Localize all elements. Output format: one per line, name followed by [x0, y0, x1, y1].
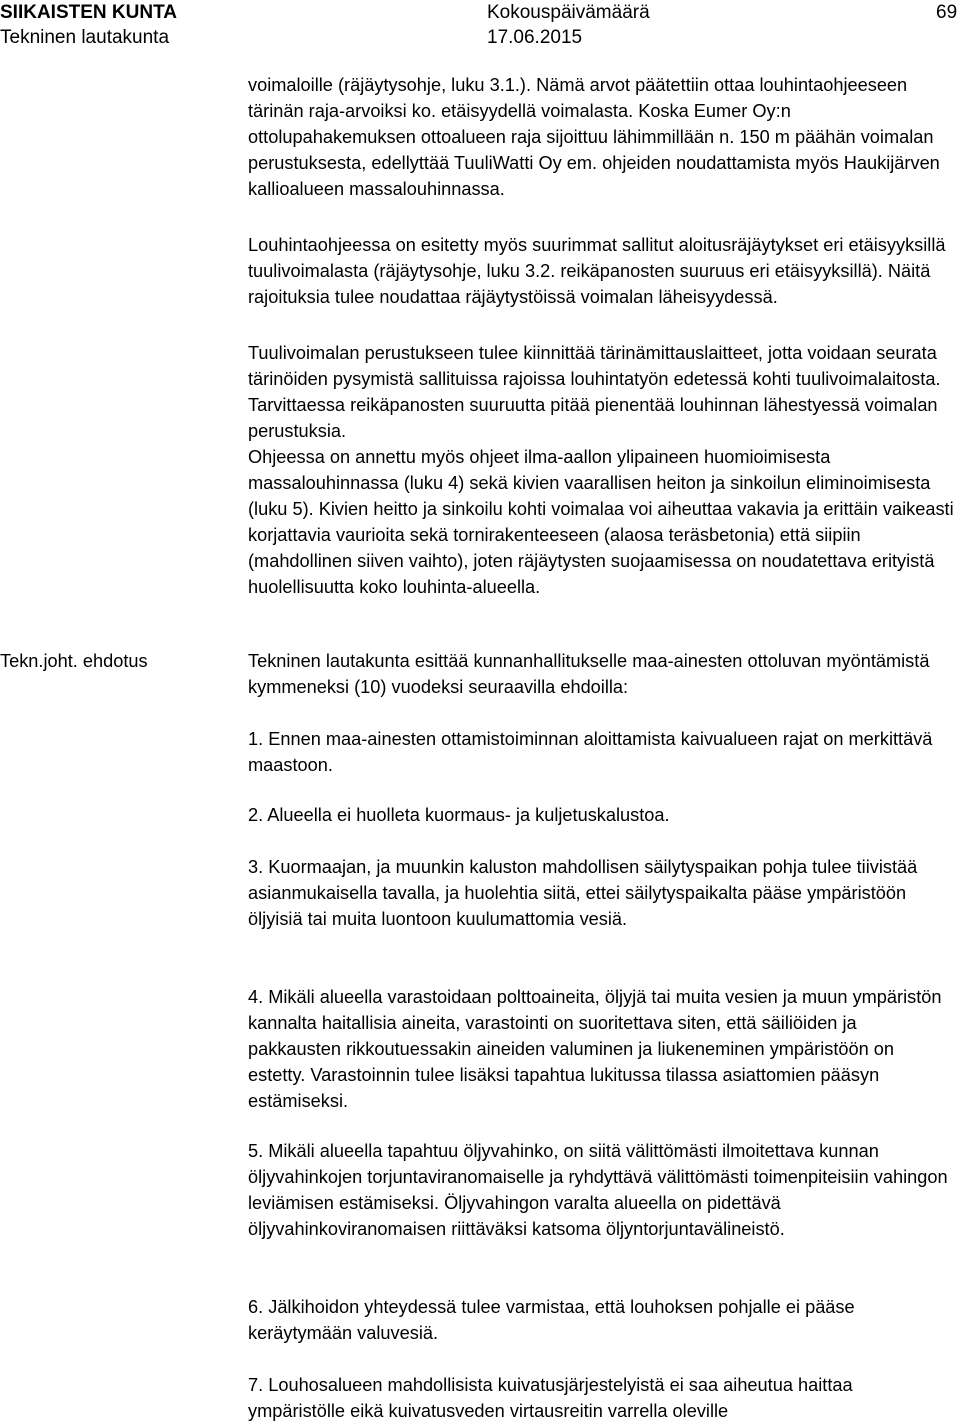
- condition-item: 1. Ennen maa-ainesten ottamistoiminnan aloittamista kaivualueen rajat on merkittävä maastoon.: [248, 729, 933, 775]
- page-header: [0, 0, 960, 52]
- condition-item: 3. Kuormaajan, ja muunkin kaluston mahdollisen säilytyspaikan pohja tulee tiivistää asianmukaisella tavalla, ja huolehtia siitä, ettei säilytyspaikalta pääse ympäristöön öljyisiä tai muita luontoon kuulumattomia vesiä.: [248, 857, 918, 929]
- condition-item: 5. Mikäli alueella tapahtuu öljyvahinko, on siitä välittömästi ilmoitettava kunnan öljyvahinkojen torjuntaviranomaiselle ja ryhdyttävä välittömästi toimenpiteisiin vahingon leviämisen estämiseksi. Öljyvahingon varalta alueella on pidettävä öljyvahinkoviranomaisen riittäväksi katsoma öljyntorjuntavälineistö.: [248, 1141, 948, 1239]
- meeting-date: 17.06.2015: [487, 27, 583, 48]
- condition-item: 6. Jälkihoidon yhteydessä tulee varmistaa, että louhoksen pohjalle ei pääse keräytymään valuvesiä.: [248, 1297, 855, 1343]
- condition-item: 7. Louhosalueen mahdollisista kuivatusjärjestelyistä ei saa aiheutua haittaa ympäristölle eikä kuivatusveden virtausreitin varrella oleville: [248, 1375, 853, 1421]
- organization-name: SIIKAISTEN KUNTA: [0, 2, 177, 23]
- meeting-date-label: Kokouspäivämäärä: [487, 2, 650, 23]
- body-paragraph-1: voimaloille (räjäytysohje, luku 3.1.). Nämä arvot päätettiin ottaa louhintaohjeeseen tärinän raja-arvoiksi ko. etäisyydellä voimalasta. Koska Eumer Oy:n ottolupahakemuksen ottoalueen raja sijoittuu lähimmillään n. 150 m päähän voimalan perustuksesta, edellyttää TuuliWatti Oy em. ohjeiden noudattamista myös Haukijärven kallioalueen massalouhinnassa.: [248, 75, 940, 199]
- body-paragraph-3: Tuulivoimalan perustukseen tulee kiinnittää tärinämittauslaitteet, jotta voidaan seurata tärinöiden pysymistä sallituissa rajoissa louhintatyön edetessä kohti tuulivoimalaitosta. Tarvittaessa reikäpanosten suuruutta pitää pienentää louhinnan lähestyessä voimalan perustuksia.: [248, 343, 941, 441]
- condition-item: 2. Alueella ei huolleta kuormaus- ja kuljetuskalustoa.: [248, 805, 670, 825]
- page-number: 69: [936, 2, 958, 23]
- proposal-label: Tekn.joht. ehdotus: [0, 651, 148, 671]
- body-paragraph-4: Ohjeessa on annettu myös ohjeet ilma-aallon ylipaineen huomioimisesta massalouhinnassa (luku 4) sekä kivien vaarallisen heiton ja sinkoilun eliminoimisesta (luku 5). Kivien heitto ja sinkoilu kohti voimalaa voi aiheuttaa vakavia ja erittäin vaikeasti korjattavia vaurioita sekä tornirakenteeseen (alaosa teräsbetonia) että siipiin (mahdollinen siiven vaihto), joten räjäytysten suojaamisessa on noudatettava erityistä huolellisuutta koko louhinta-alueella.: [248, 447, 954, 597]
- board-name: Tekninen lautakunta: [0, 27, 170, 48]
- proposal-intro: Tekninen lautakunta esittää kunnanhallitukselle maa-ainesten ottoluvan myöntämistä kymmeneksi (10) vuodeksi seuraavilla ehdoilla:: [248, 651, 930, 697]
- condition-item: 4. Mikäli alueella varastoidaan polttoaineita, öljyjä tai muita vesien ja muun ympäristön kannalta haitallisia aineita, varastointi on suoritettava siten, että säiliöiden ja pakkausten rikkoutuessakin aineiden valuminen ja liukeneminen ympäristöön on estetty. Varastoinnin tulee lisäksi tapahtua lukitussa tilassa asiattomien pääsyn estämiseksi.: [248, 987, 942, 1111]
- body-paragraph-2: Louhintaohjeessa on esitetty myös suurimmat sallitut aloitusräjäytykset eri etäisyyksillä tuulivoimalasta (räjäytysohje, luku 3.2. reikäpanosten suuruus eri etäisyyksillä). Näitä rajoituksia tulee noudattaa räjäytystöissä voimalan läheisyydessä.: [248, 235, 946, 307]
